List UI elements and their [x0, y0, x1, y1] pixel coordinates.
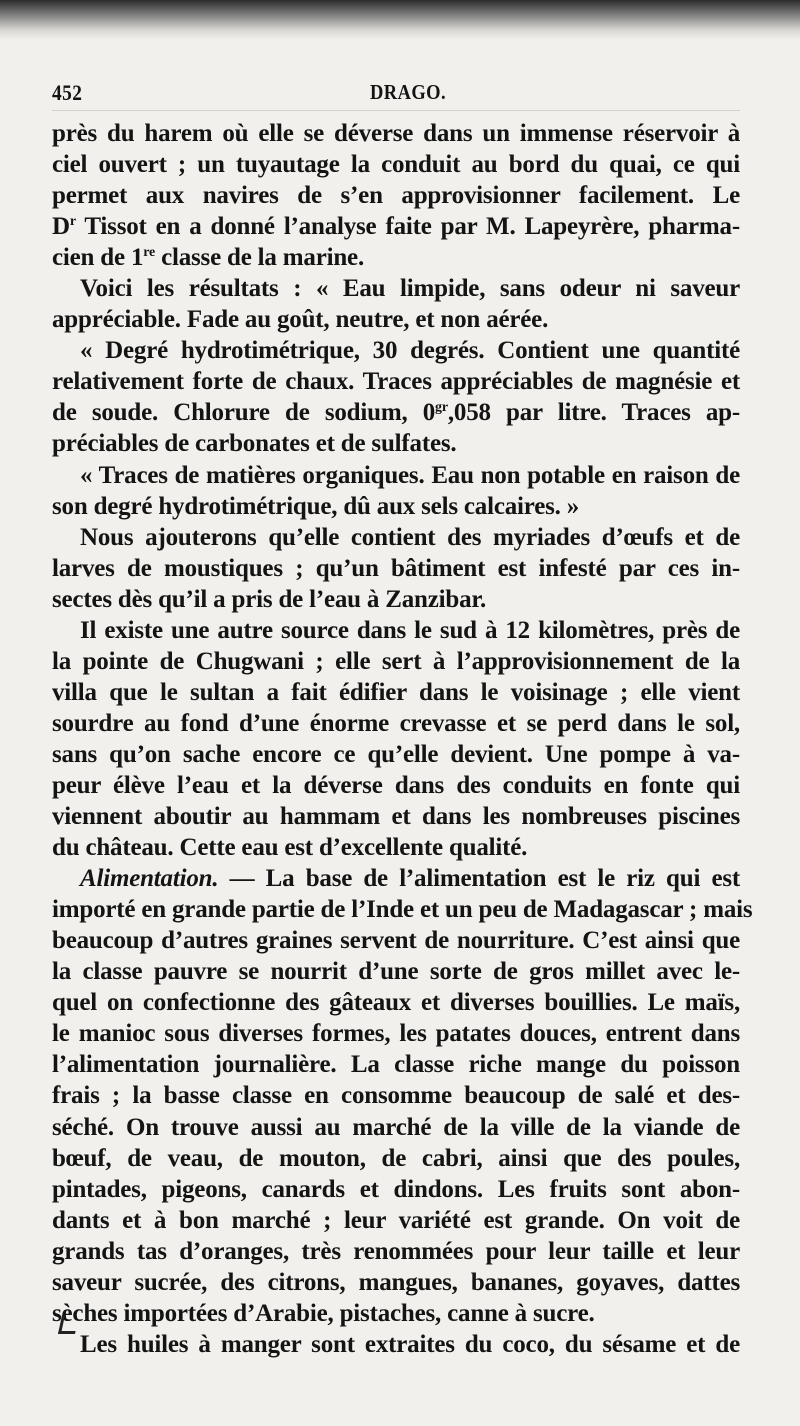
text-line: villa que le sultan a fait édifier dans le voisinage ; elle vient: [52, 678, 740, 706]
text-line: [52, 863, 740, 894]
text-fragment: cien de 1: [52, 244, 144, 272]
running-title: DRAGO.: [370, 80, 447, 104]
running-head: [52, 80, 740, 106]
text-line: [52, 242, 740, 273]
text-line: Nous ajouterons qu’elle contient des myriades d’œufs et de: [80, 523, 740, 551]
header-rule: [52, 110, 740, 111]
text-line: sèches importées d’Arabie, pistaches, canne à sucre.: [52, 1299, 595, 1327]
text-line: Il existe une autre source dans le sud à 12 kilomètres, près de: [80, 616, 740, 644]
text-line: [52, 397, 740, 428]
superscript: re: [143, 245, 156, 261]
text-fragment: D: [52, 213, 70, 241]
section-heading-italic: Alimentation.: [80, 865, 219, 893]
text-line: la classe pauvre se nourrit d’une sorte de gros millet avec le-: [52, 958, 740, 986]
text-line: bœuf, de veau, de mouton, de cabri, ainsi que des poules,: [52, 1144, 740, 1172]
text-line: larves de moustiques ; qu’un bâtiment est infesté par ces in-: [52, 554, 740, 582]
text-line: permet aux navires de s’en approvisionner facilement. Le: [52, 182, 740, 210]
text-line: Voici les résultats : « Eau limpide, sans odeur ni saveur: [80, 275, 740, 303]
text-fragment: classe de la marine.: [155, 244, 364, 272]
text-line: relativement forte de chaux. Traces appréciables de magnésie et: [52, 368, 740, 396]
text-line: « Degré hydrotimétrique, 30 degrés. Contient une quantité: [80, 337, 740, 365]
superscript: r: [69, 214, 76, 230]
text-line: sectes dès qu’il a pris de l’eau à Zanzibar.: [52, 585, 487, 613]
text-line: sans qu’on sache encore ce qu’elle devient. Une pompe à va-: [52, 740, 740, 768]
text-fragment: ,058 par litre. Traces ap-: [447, 399, 740, 427]
text-line: son degré hydrotimétrique, dû aux sels calcaires. »: [52, 492, 580, 520]
text-line: pintades, pigeons, canards et dindons. Les fruits sont abon-: [52, 1175, 740, 1203]
text-fragment: — La base de l’alimentation est le riz qui est: [218, 865, 740, 893]
text-line: le manioc sous diverses formes, les patates douces, entrent dans: [52, 1020, 740, 1048]
text-line: saveur sucrée, des citrons, mangues, bananes, goyaves, dattes: [52, 1268, 740, 1296]
text-line: du château. Cette eau est d’excellente qualité.: [52, 834, 528, 862]
text-line: près du harem où elle se déverse dans un immense réservoir à: [52, 120, 740, 147]
text-line: ciel ouvert ; un tuyautage la conduit au bord du quai, ce qui: [52, 151, 740, 179]
scan-shadow: [0, 0, 800, 40]
text-fragment: de soude. Chlorure de sodium, 0: [52, 399, 436, 427]
text-line: quel on confectionne des gâteaux et diverses bouillies. Le maïs,: [52, 989, 740, 1017]
page-number: 452: [52, 80, 83, 105]
text-fragment: Tissot en a donné l’analyse faite par M. Lapeyrère, pharma-: [75, 213, 740, 241]
text-line: peur élève l’eau et la déverse dans des conduits en fonte qui: [52, 771, 740, 799]
text-line: sourdre au fond d’une énorme crevasse et se perd dans le sol,: [52, 709, 740, 737]
text-line: viennent aboutir au hammam et dans les nombreuses piscines: [52, 803, 740, 831]
text-line: séché. On trouve aussi au marché de la ville de la viande de: [52, 1113, 740, 1141]
text-line: préciables de carbonates et de sulfates.: [52, 430, 457, 458]
text-line: frais ; la basse classe en consomme beaucoup de salé et des-: [52, 1082, 740, 1110]
text-line: la pointe de Chugwani ; elle sert à l’approvisionnement de la: [52, 647, 740, 675]
text-line: appréciable. Fade au goût, neutre, et non aérée.: [52, 306, 549, 334]
text-line: « Traces de matières organiques. Eau non potable en raison de: [80, 461, 740, 489]
text-line: Les huiles à manger sont extraites du coco, du sésame et de: [80, 1330, 740, 1358]
text-line: [52, 211, 740, 242]
superscript: gr: [435, 400, 448, 416]
body-text: [52, 118, 753, 1360]
text-line: importé en grande partie de l’Inde et un peu de Madagascar ; mais: [52, 896, 753, 924]
text-line: grands tas d’oranges, très renommées pour leur taille et leur: [52, 1237, 740, 1265]
text-line: beaucoup d’autres graines servent de nourriture. C’est ainsi que: [52, 927, 740, 955]
text-line: l’alimentation journalière. La classe riche mange du poisson: [52, 1051, 740, 1079]
text-line: dants et à bon marché ; leur variété est grande. On voit de: [52, 1206, 740, 1234]
